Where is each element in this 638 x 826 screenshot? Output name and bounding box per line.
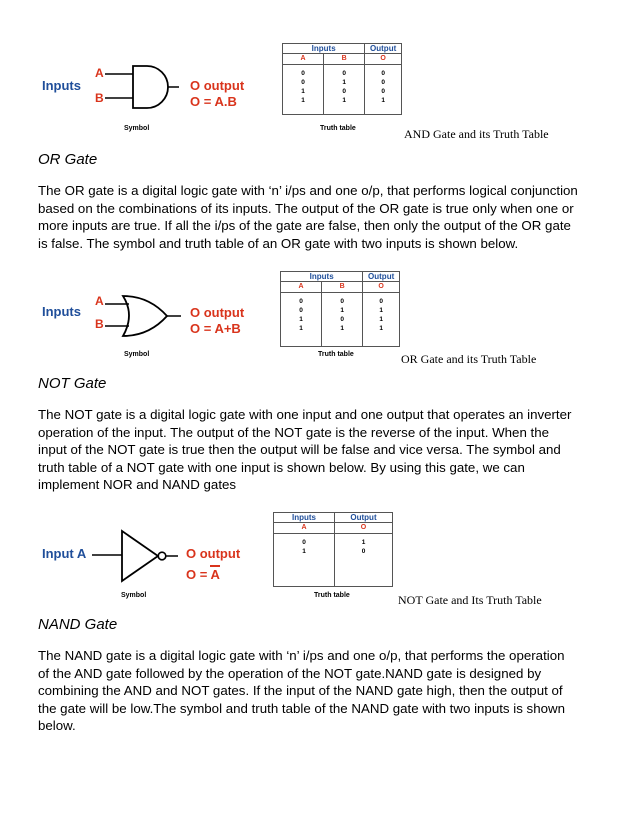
paragraph-line: is false. The symbol and truth table of an OR gate with two inputs is shown below. [38,235,519,251]
output-text: O output [190,78,245,93]
output-equation: O = A.B [190,94,237,109]
output-label: O output [190,305,245,320]
paragraph-line: operation of the input. The output of the NOT gate is the reverse of the input. When the [38,424,550,440]
col-a-header: A [283,54,324,65]
paragraph-line: The OR gate is a digital logic gate with ‘n’ i/ps and one o/p, that performs logical conjunction [38,183,578,198]
symbol-label: Symbol [121,592,147,599]
output-label: O output [186,546,241,561]
paragraph-line: of the AND gate followed by the operation of the NOT gate.NAND gate is designed by [38,665,542,681]
inputs-header: Inputs [274,513,335,523]
col-o-header: O [335,523,393,534]
or-truth-table [280,271,400,347]
symbol-label: Symbol [124,351,150,358]
not-gate-figure [0,505,638,615]
paragraph-line: below. [38,718,76,733]
inputs-header: Inputs [281,272,363,282]
paragraph-line: the gate will be low.The symbol and truth table of the NAND gate with two inputs is shown [38,700,565,716]
input-b-label: B [95,91,104,105]
paragraph-line: more inputs are true. If all the i/ps of the gate are false, then only the output of the OR gate [38,218,571,233]
col-a-values: 0 1 [274,534,335,587]
symbol-label: Symbol [124,125,150,132]
col-a-values: 0 0 1 1 [281,293,322,347]
inputs-label: Inputs [42,78,81,93]
col-b-values: 0 1 0 1 [324,65,365,115]
paragraph-line: based on the combinations of its inputs. The output of the OR gate is true only when one or [38,200,574,216]
paragraph-line: combining the AND and NOT gates. If the input of the NAND gate high, then the output of [38,683,563,698]
input-b-label: B [95,317,104,331]
input-a-label: Input A [42,546,87,561]
section-paragraph-not [38,406,601,494]
input-a-label: A [95,294,104,308]
col-a-header: A [281,282,322,293]
section-heading-nand: NAND Gate [38,616,118,633]
or-gate-figure [0,262,638,372]
figure-caption: OR Gate and its Truth Table [401,352,537,366]
not-gate-symbol [92,527,182,587]
paragraph-line: The NOT gate is a digital logic gate with one input and one output that operates an inverter [38,407,572,422]
or-gate-symbol [105,292,187,342]
paragraph-line: The NAND gate is a digital logic gate with ‘n’ i/ps and one o/p, that performs the operation [38,648,565,663]
truth-table-label: Truth table [318,351,354,358]
paragraph-line: input of the NOT gate is true then the output will be false and vice versa. The symbol and [38,442,561,457]
output-label [190,78,244,93]
section-heading-or: OR Gate [38,151,98,168]
inputs-header: Inputs [283,44,365,54]
figure-caption: AND Gate and its Truth Table [404,127,549,141]
col-o-header: O [365,54,402,65]
output-equation: O = A+B [190,321,241,336]
truth-table-label: Truth table [320,125,356,132]
col-o-values: 0 0 0 1 [365,65,402,115]
section-paragraph-or [38,182,601,252]
col-b-header: B [322,282,363,293]
and-gate-symbol [105,62,185,112]
and-gate-figure [0,0,638,145]
output-header: Output [335,513,393,523]
col-b-values: 0 1 0 1 [322,293,363,347]
section-paragraph-nand [38,647,601,735]
section-heading-not: NOT Gate [38,375,107,392]
col-o-header: O [363,282,400,293]
inputs-label: Inputs [42,304,81,319]
not-truth-table [273,512,393,587]
and-truth-table [282,43,402,115]
output-equation: O = A [186,567,220,582]
output-header: Output [365,44,402,54]
paragraph-line: implement NOR and NAND gates [38,477,237,492]
figure-caption: NOT Gate and Its Truth Table [398,593,542,607]
col-a-values: 0 0 1 1 [283,65,324,115]
paragraph-line: truth table of a NOT gate with one input is shown below. By using this gate, we can [38,459,525,475]
col-o-values: 0 1 1 1 [363,293,400,347]
col-a-header: A [274,523,335,534]
truth-table-label: Truth table [314,592,350,599]
input-a-label: A [95,66,104,80]
col-b-header: B [324,54,365,65]
output-header: Output [363,272,400,282]
col-o-values: 1 0 [335,534,393,587]
